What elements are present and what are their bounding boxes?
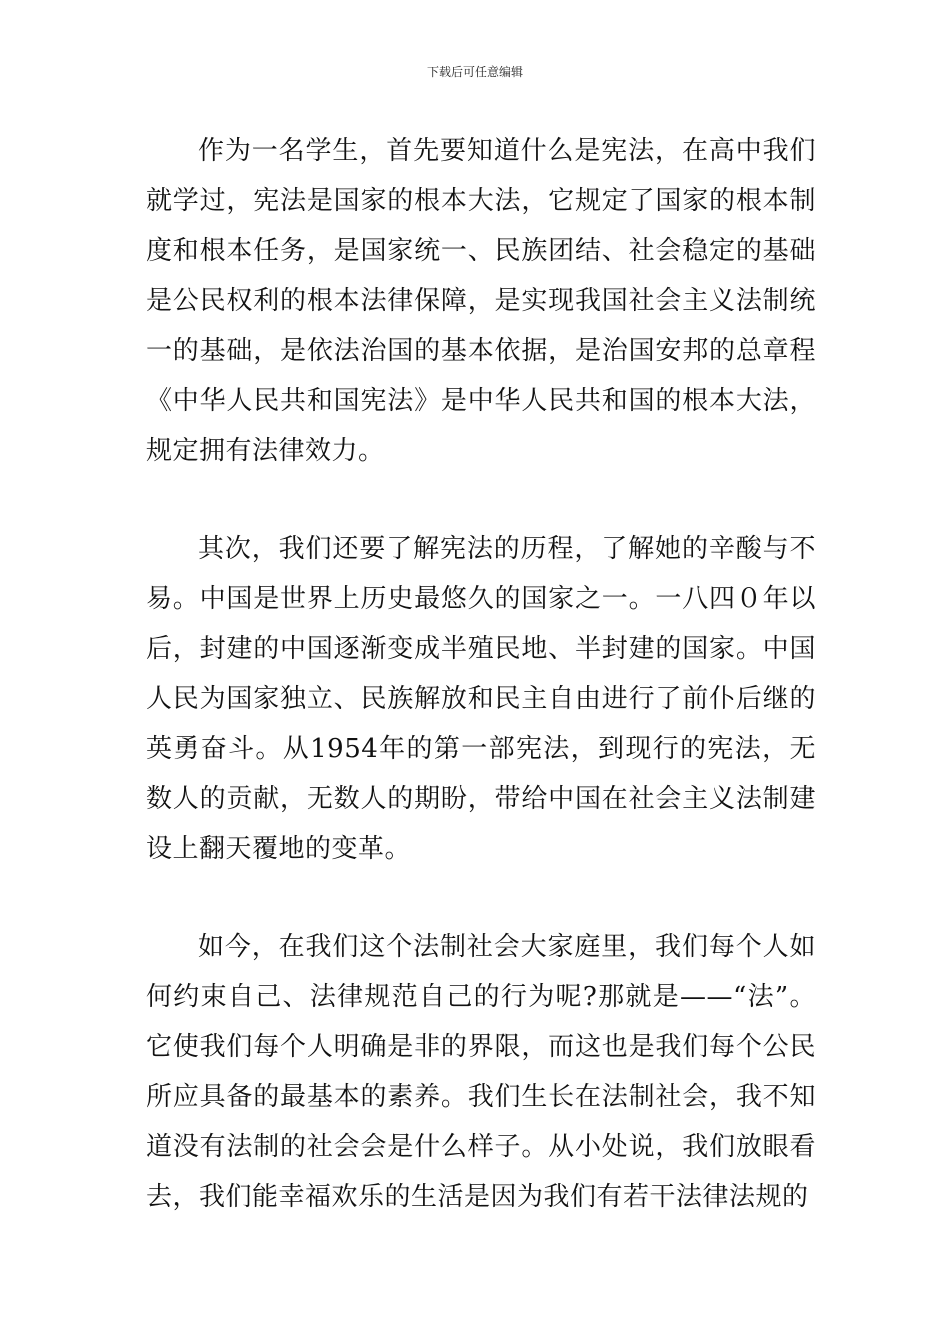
- paragraph-constitution-definition: [146, 126, 816, 476]
- paragraph-text: 作为一名学生，首先要知道什么是宪法，在高中我们就学过，宪法是国家的根本大法，它规定了国家的根本制度和根本任务，是国家统一、民族团结、社会稳定的基础是公民权利的根本法律保障，是实现我国社会主义法制统一的基础，是依法治国的基本依据，是治国安邦的总章程《中华人民共和国宪法》是中华人民共和国的根本大法，规定拥有法律效力。: [146, 136, 816, 466]
- paragraph-constitution-history: [146, 524, 816, 874]
- paragraph-text: 其次，我们还要了解宪法的历程，了解她的辛酸与不易。中国是世界上历史最悠久的国家之一。一八四０年以后，封建的中国逐渐变成半殖民地、半封建的国家。中国人民为国家独立、民族解放和民主自由进行了前仆后继的英勇奋斗。从1954年的第一部宪法，到现行的宪法，无数人的贡献，无数人的期盼，带给中国在社会主义法制建设上翻天覆地的变革。: [146, 534, 816, 864]
- paragraph-text: 如今，在我们这个法制社会大家庭里，我们每个人如何约束自己、法律规范自己的行为呢?那就是——“法”。它使我们每个人明确是非的界限，而这也是我们每个公民所应具备的最基本的素养。我们生长在法制社会，我不知道没有法制的社会会是什么样子。从小处说，我们放眼看去，我们能幸福欢乐的生活是因为我们有若干法律法规的: [146, 932, 816, 1212]
- paragraph-law-in-society: [146, 922, 816, 1222]
- header-note: 下载后可任意编辑: [426, 65, 523, 79]
